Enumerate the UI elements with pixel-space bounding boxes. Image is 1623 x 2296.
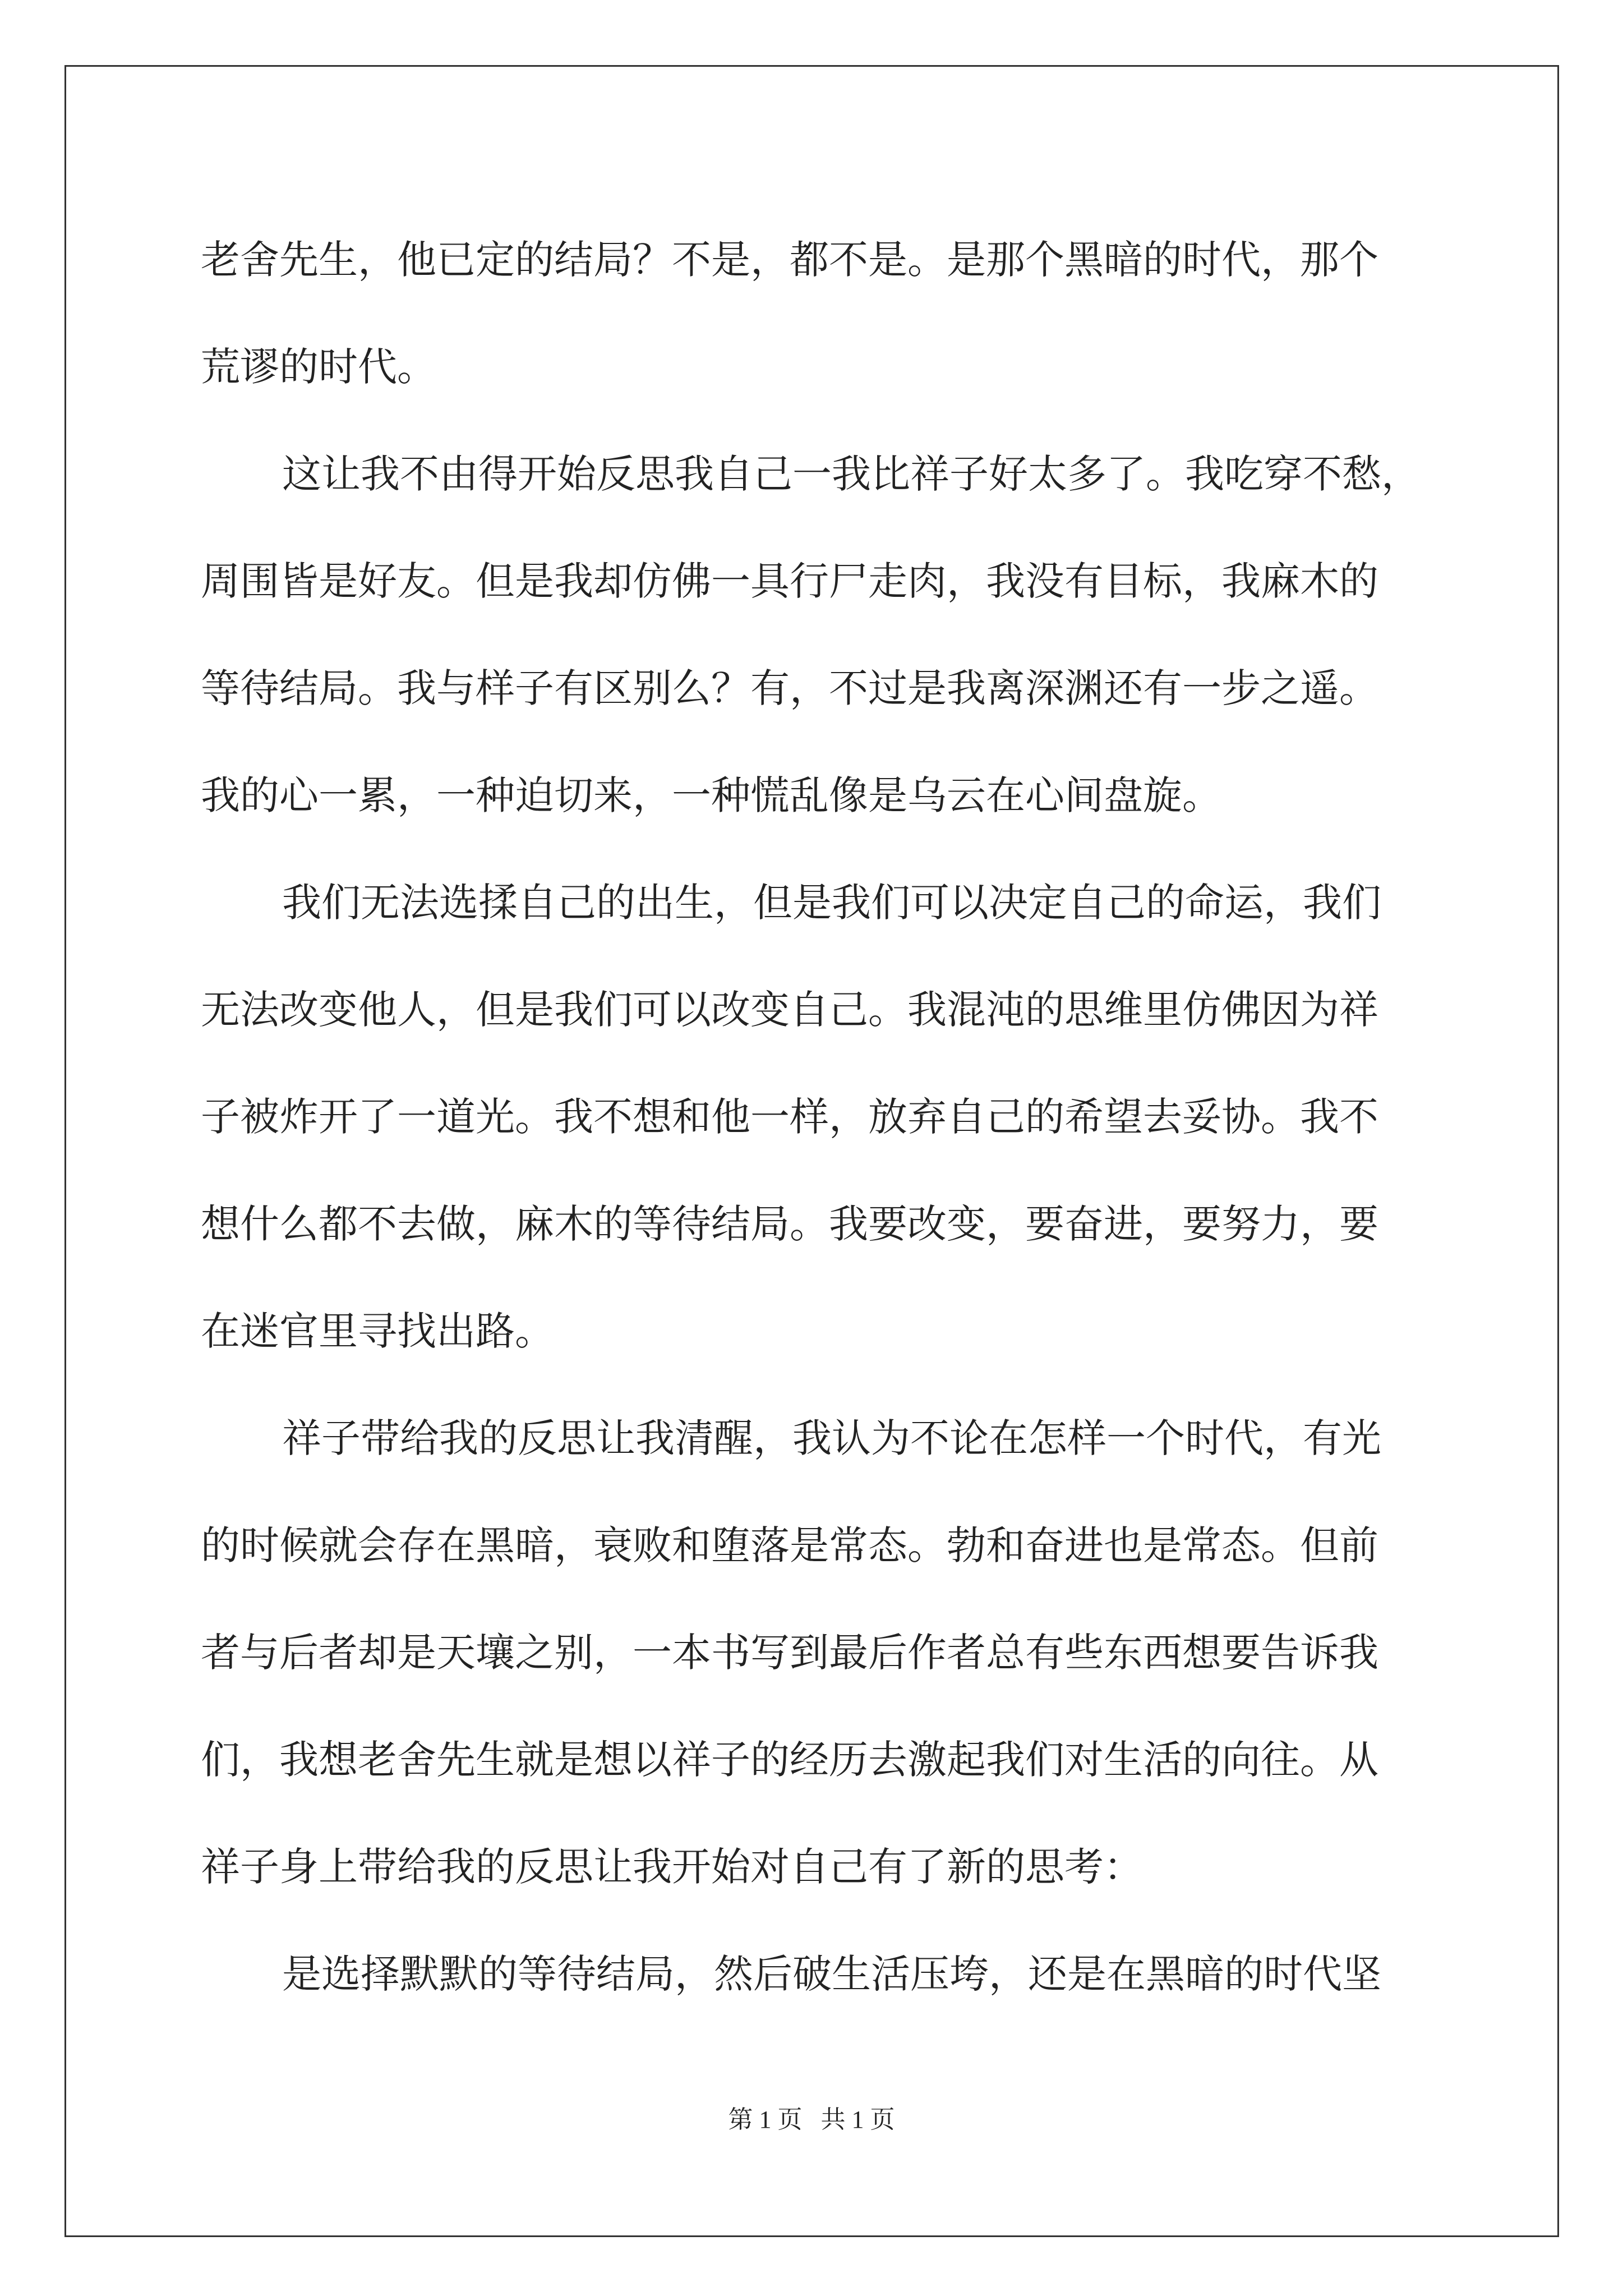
text-line: 周围皆是好友。但是我却仿佛一具行尸走肉，我没有目标，我麻木的	[201, 558, 1378, 604]
paragraph-start-line: 这让我不由得开始反思我自己一我比祥子好太多了。我吃穿不愁，	[282, 451, 1421, 497]
text-line: 祥子身上带给我的反思让我开始对自己有了新的思考：	[201, 1844, 1143, 1890]
document-body	[201, 206, 1435, 2028]
paragraph-start-line: 祥子带给我的反思让我清醒，我认为不论在怎样一个时代，有光	[282, 1415, 1381, 1461]
text-line: 在迷官里寻找出路。	[201, 1308, 554, 1354]
page-number-footer: 第 1 页 共 1 页	[728, 2106, 895, 2133]
text-line: 的时候就会存在黑暗，衰败和堕落是常态。勃和奋进也是常态。但前	[201, 1522, 1378, 1568]
text-line: 老舍先生，他已定的结局？不是，都不是。是那个黑暗的时代，那个	[201, 237, 1378, 283]
text-line: 等待结局。我与样子有区别么？有，不过是我离深渊还有一步之遥。	[201, 665, 1378, 711]
text-line: 者与后者却是天壤之别，一本书写到最后作者总有些东西想要告诉我	[201, 1630, 1378, 1676]
paragraph-start-line: 是选择默默的等待结局，然后破生活压垮，还是在黑暗的时代坚	[282, 1951, 1381, 1997]
text-line: 们，我想老舍先生就是想以祥子的经历去激起我们对生活的向往。从	[201, 1737, 1378, 1783]
text-line: 子被炸开了一道光。我不想和他一样，放弃自己的希望去妥协。我不	[201, 1094, 1378, 1140]
text-line: 想什么都不去做，麻木的等待结局。我要改变，要奋进，要努力，要	[201, 1201, 1378, 1247]
text-line: 我的心一累，一种迫切来，一种慌乱像是乌云在心间盘旋。	[201, 772, 1221, 818]
text-line: 荒谬的时代。	[201, 344, 436, 390]
text-line: 无法改变他人，但是我们可以改变自己。我混沌的思维里仿佛因为祥	[201, 987, 1378, 1033]
paragraph-start-line: 我们无法选揉自己的出生，但是我们可以决定自己的命运，我们	[282, 880, 1381, 926]
